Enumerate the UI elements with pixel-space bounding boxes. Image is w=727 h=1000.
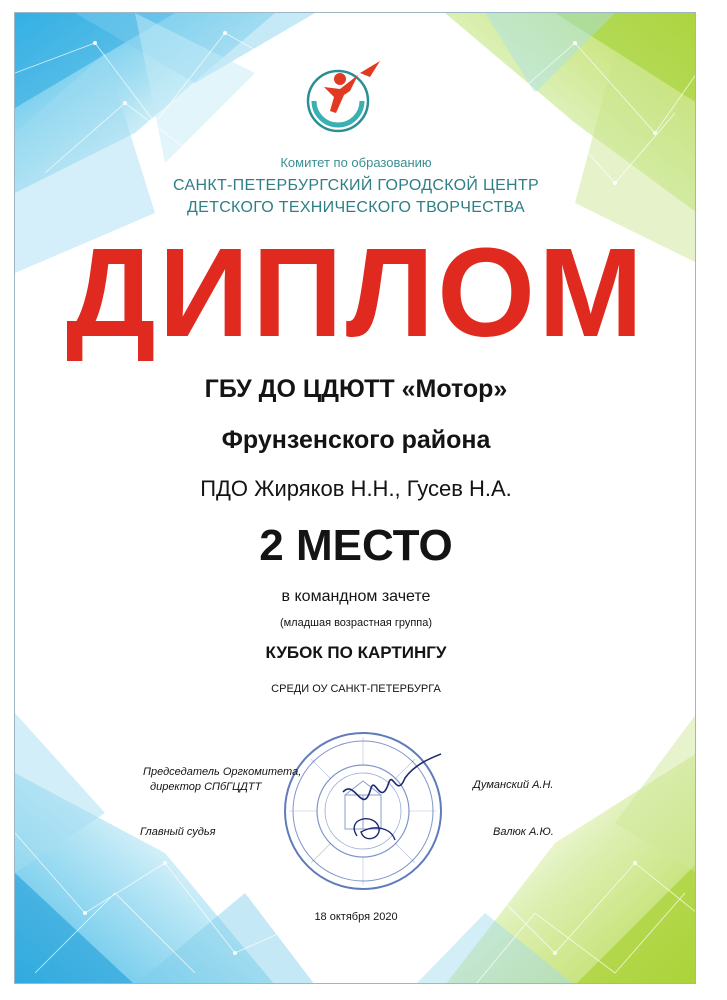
judge-name: Валюк А.Ю. <box>493 826 554 838</box>
center-name-line1: САНКТ-ПЕТЕРБУРГСКИЙ ГОРОДСКОЙ ЦЕНТР <box>173 177 539 194</box>
judge-role: Главный судья <box>140 826 216 838</box>
place-result: 2 МЕСТО <box>259 521 453 570</box>
awardee-organization: ГБУ ДО ЦДЮТТ «Мотор» <box>204 375 508 403</box>
handwritten-signature <box>335 748 445 858</box>
event-scope: СРЕДИ ОУ САНКТ-ПЕТЕРБУРГА <box>271 683 441 695</box>
age-group: (младшая возрастная группа) <box>279 617 433 629</box>
chair-role-line1: Председатель Оргкомитета, <box>143 766 302 778</box>
diploma-frame <box>14 12 696 984</box>
awardee-teachers: ПДО Жиряков Н.Н., Гусев Н.А. <box>200 476 512 501</box>
result-category: в командном зачете <box>281 588 431 605</box>
committee-label: Комитет по образованию <box>280 155 432 170</box>
diploma-title: ДИПЛОМ <box>65 222 647 363</box>
center-logo <box>300 57 382 139</box>
event-name: КУБОК ПО КАРТИНГУ <box>265 643 447 662</box>
award-date: 18 октября 2020 <box>314 911 398 923</box>
center-name-line2: ДЕТСКОГО ТЕХНИЧЕСКОГО ТВОРЧЕСТВА <box>187 199 525 216</box>
chair-role-line2: директор СПбГЦДТТ <box>150 781 262 793</box>
chair-name: Думанский А.Н. <box>473 779 554 791</box>
awardee-district: Фрунзенского района <box>221 426 491 454</box>
